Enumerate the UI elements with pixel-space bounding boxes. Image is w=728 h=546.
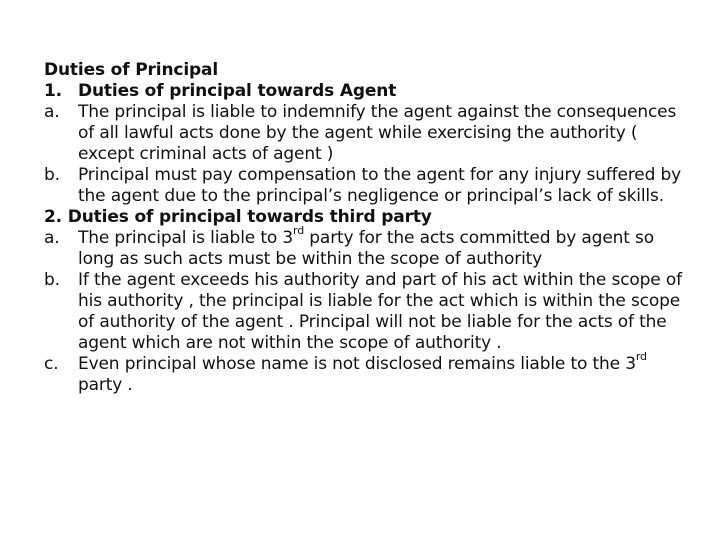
section-1-item-a [44,102,694,165]
ordinal-suffix: rd [635,350,647,364]
list-marker: b. [44,165,60,185]
slide-heading-text: Duties of Principal [44,60,219,80]
list-marker: c. [44,354,59,374]
list-marker: a. [44,102,60,122]
section-1-title-text: Duties of principal towards Agent [78,81,397,101]
section-1-title [44,81,694,102]
section-2-title [44,207,694,228]
ordinal-suffix: rd [293,224,305,238]
list-marker: a. [44,228,60,248]
list-item-text-end: party for the acts committed by agent so long as such acts must be within the scope of authority [78,228,654,269]
list-item-text [78,224,694,270]
section-2-title-text: 2. Duties of principal towards third party [44,207,432,227]
list-item-text-end: party . [78,375,133,395]
list-item-text-start: Even principal whose name is not disclosed remains liable to the 3 [78,354,636,374]
list-item-text-start: The principal is liable to 3 [78,228,294,248]
list-item-text: If the agent exceeds his authority and part of his act within the scope of his authority , the principal is liable for the act which is within the scope of authority of the agent . Principal will not be liable for the acts of the agent which are not within the scope of authority . [78,270,682,353]
section-2-item-a [44,224,694,270]
section-2-item-b [44,270,694,354]
section-2-item-c [44,350,694,396]
section-1-item-b [44,165,694,207]
list-item-text: The principal is liable to indemnify the agent against the consequences of all lawful acts done by the agent while exercising the authority ( except criminal acts of agent ) [78,102,677,164]
list-item-text [78,350,694,396]
section-1-marker: 1. [44,81,62,101]
list-item-text: Principal must pay compensation to the agent for any injury suffered by the agent due to the principal’s negligence or principal’s lack of skills. [78,165,682,206]
list-marker: b. [44,270,60,290]
slide-content [44,60,694,396]
slide-heading [44,60,694,81]
